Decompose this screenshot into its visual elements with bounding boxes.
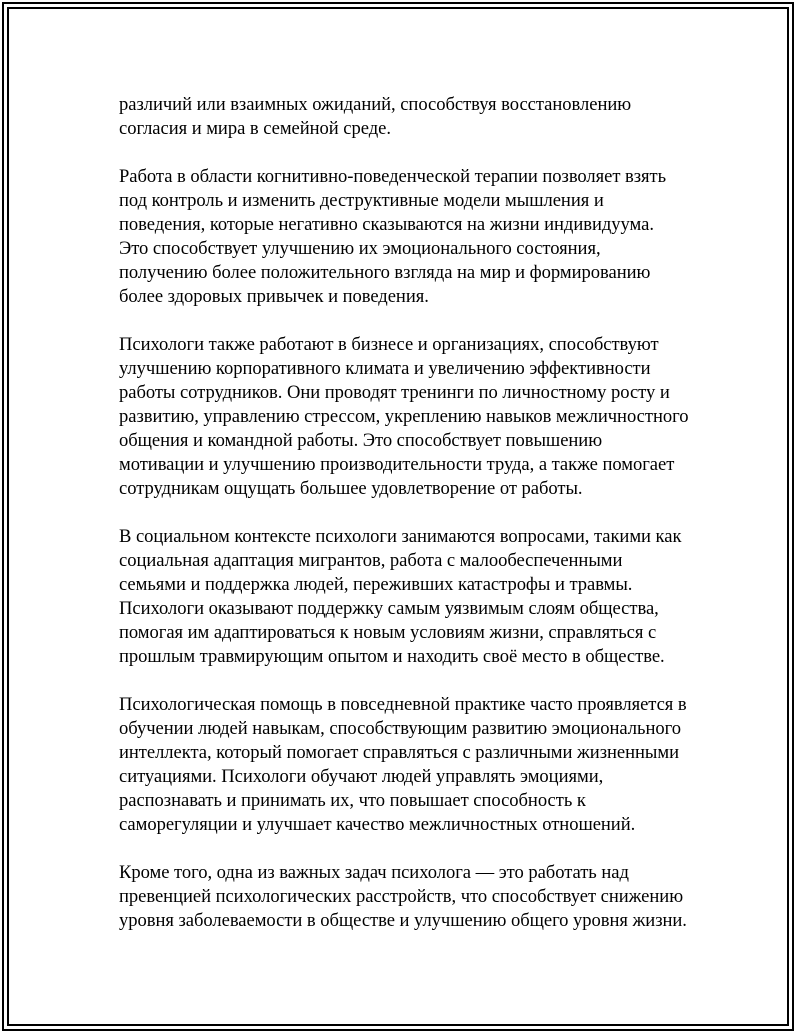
text-line: распознавать и принимать их, что повышает способность к [119,790,586,811]
text-line: социальная адаптация мигрантов, работа с малообеспеченными [119,550,623,571]
paragraph [119,165,699,309]
text-line: сотрудникам ощущать большее удовлетворение от работы. [119,478,583,499]
text-line: семьями и поддержка людей, переживших катастрофы и травмы. [119,574,633,595]
text-line: Работа в области когнитивно-поведенческой терапии позволяет взять [119,166,667,187]
text-line: уровня заболеваемости в обществе и улучшению общего уровня жизни. [119,910,687,931]
paragraph [119,525,699,669]
text-line: Психологи также работают в бизнесе и организациях, способствуют [119,334,659,355]
text-line: прошлым травмирующим опытом и находить своё место в обществе. [119,646,665,667]
text-line: работы сотрудников. Они проводят тренинги по личностному росту и [119,382,670,403]
text-line: В социальном контексте психологи занимаются вопросами, такими как [119,526,682,547]
text-line: Психологическая помощь в повседневной практике часто проявляется в [119,694,687,715]
text-line: общения и командной работы. Это способствует повышению [119,430,603,451]
paragraph [119,333,699,501]
text-line: Психологи оказывают поддержку самым уязвимым слоям общества, [119,598,659,619]
text-line: более здоровых привычек и поведения. [119,286,429,307]
paragraph [119,93,699,141]
text-line: поведения, которые негативно сказываются на жизни индивидуума. [119,214,654,235]
text-line: согласия и мира в семейной среде. [119,118,391,139]
paragraph [119,693,699,837]
text-line: саморегуляции и улучшает качество межличностных отношений. [119,814,636,835]
document-body [119,93,699,933]
paragraph [119,861,699,933]
text-line: превенцией психологических расстройств, что способствует снижению [119,886,684,907]
text-line: Это способствует улучшению их эмоционального состояния, [119,238,601,259]
text-line: под контроль и изменить деструктивные модели мышления и [119,190,604,211]
text-line: различий или взаимных ожиданий, способствуя восстановлению [119,94,632,115]
text-line: улучшению корпоративного климата и увеличению эффективности [119,358,651,379]
text-line: мотивации и улучшению производительности труда, а также помогает [119,454,675,475]
text-line: развитию, управлению стрессом, укреплению навыков межличностного [119,406,689,427]
text-line: получению более положительного взгляда на мир и формированию [119,262,651,283]
text-line: интеллекта, который помогает справляться с различными жизненными [119,742,679,763]
text-line: обучении людей навыкам, способствующим развитию эмоционального [119,718,681,739]
text-line: Кроме того, одна из важных задач психолога — это работать над [119,862,629,883]
text-line: помогая им адаптироваться к новым условиям жизни, справляться с [119,622,657,643]
text-line: ситуациями. Психологи обучают людей управлять эмоциями, [119,766,604,787]
